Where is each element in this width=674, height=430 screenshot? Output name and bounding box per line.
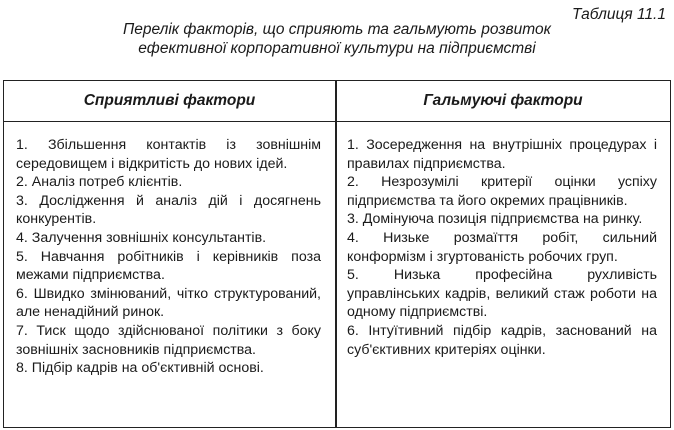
inhibiting-factor-item: 1. Зосередження на внутрішніх процедурах і правилах підприємства. — [347, 137, 657, 172]
table-header-row — [4, 81, 670, 122]
table-caption — [0, 20, 674, 58]
header-favorable-factors: Сприятливі фактори — [83, 92, 256, 109]
inhibiting-factor-item: 5. Низька професійна рухливість управлінських кадрів, великий стаж роботи на одному підприємстві. — [347, 267, 657, 321]
inhibiting-factor-item: 3. Домінуюча позиція підприємства на ринку. — [347, 211, 643, 228]
favorable-factor-item: 2. Аналіз потреб клієнтів. — [16, 174, 183, 191]
factors-table — [3, 80, 671, 428]
column-divider — [335, 81, 337, 427]
header-inhibiting-factors: Гальмуючі фактори — [423, 92, 583, 109]
favorable-factor-item: 6. Швидко змінюваний, чітко структурований, але ненадійний ринок. — [16, 285, 321, 321]
inhibiting-factor-item: 4. Низьке розмаїття робіт, сильний конформізм і згуртованість робочих груп. — [347, 229, 657, 265]
favorable-factor-item: 4. Залучення зовнішніх консультантів. — [16, 229, 267, 246]
favorable-factor-item: 3. Дослідження й аналіз дій і досягнень конкурентів. — [16, 192, 321, 228]
favorable-factors-cell — [16, 136, 321, 378]
caption-line-1: Перелік факторів, що сприяють та гальмують розвиток — [123, 21, 551, 38]
inhibiting-factors-cell — [347, 136, 657, 359]
caption-line-2: ефективної корпоративної культури на підприємстві — [138, 40, 536, 57]
inhibiting-factor-item: 6. Інтуїтивний підбір кадрів, заснований на суб'єктивних критеріях оцінки. — [347, 322, 657, 358]
favorable-factor-item: 7. Тиск щодо здійснюваної політики з боку зовнішніх засновників підприємства. — [16, 322, 321, 358]
favorable-factor-item: 1. Збільшення контактів із зовнішнім середовищем і відкритість до нових ідей. — [16, 137, 321, 172]
inhibiting-factor-item: 2. Незрозумілі критерії оцінки успіху підприємства та його окремих працівників. — [347, 174, 657, 209]
favorable-factor-item: 5. Навчання робітників і керівників поза межами підприємства. — [16, 248, 321, 284]
favorable-factor-item: 8. Підбір кадрів на об'єктивній основі. — [16, 360, 264, 377]
table-number: Таблиця 11.1 — [572, 6, 666, 23]
